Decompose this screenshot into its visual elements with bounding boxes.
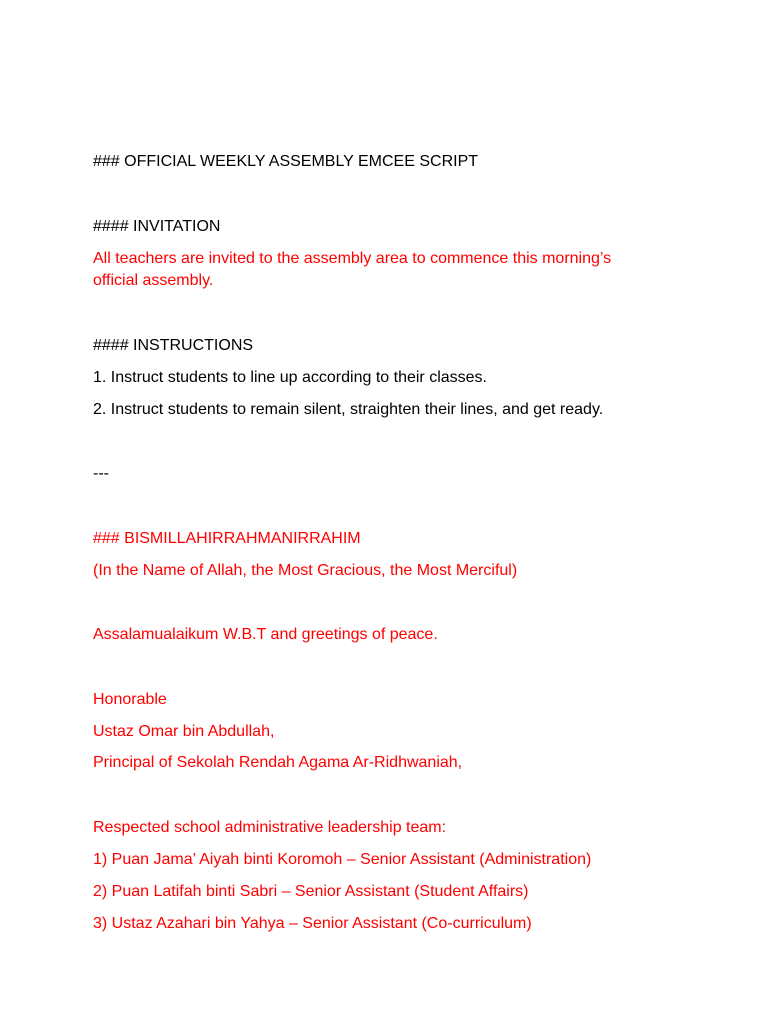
bismillah-translation: (In the Name of Allah, the Most Gracious, the Most Merciful) bbox=[93, 562, 518, 579]
invitation-heading: #### INVITATION bbox=[93, 218, 221, 235]
admin-team-item: 2) Puan Latifah binti Sabri – Senior Assistant (Student Affairs) bbox=[93, 883, 529, 900]
document-title: ### OFFICIAL WEEKLY ASSEMBLY EMCEE SCRIPT bbox=[93, 153, 479, 170]
instruction-item: 2. Instruct students to remain silent, straighten their lines, and get ready. bbox=[93, 401, 604, 418]
greeting: Assalamualaikum W.B.T and greetings of peace. bbox=[93, 626, 438, 643]
instruction-item: 1. Instruct students to line up according to their classes. bbox=[93, 369, 487, 386]
admin-team-heading: Respected school administrative leadership team: bbox=[93, 819, 447, 836]
bismillah-heading: ### BISMILLAHIRRAHMANIRRAHIM bbox=[93, 530, 361, 547]
honorable-label: Honorable bbox=[93, 691, 167, 708]
invitation-text: All teachers are invited to the assembly area to commence this morning’s official assembly. bbox=[93, 250, 612, 289]
instructions-heading: #### INSTRUCTIONS bbox=[93, 337, 254, 354]
separator: --- bbox=[93, 465, 109, 482]
admin-team-item: 3) Ustaz Azahari bin Yahya – Senior Assistant (Co-curriculum) bbox=[93, 915, 532, 932]
principal-name: Ustaz Omar bin Abdullah, bbox=[93, 723, 275, 740]
principal-title: Principal of Sekolah Rendah Agama Ar-Ridhwaniah, bbox=[93, 754, 463, 771]
admin-team-item: 1) Puan Jama’ Aiyah binti Koromoh – Senior Assistant (Administration) bbox=[93, 851, 592, 868]
